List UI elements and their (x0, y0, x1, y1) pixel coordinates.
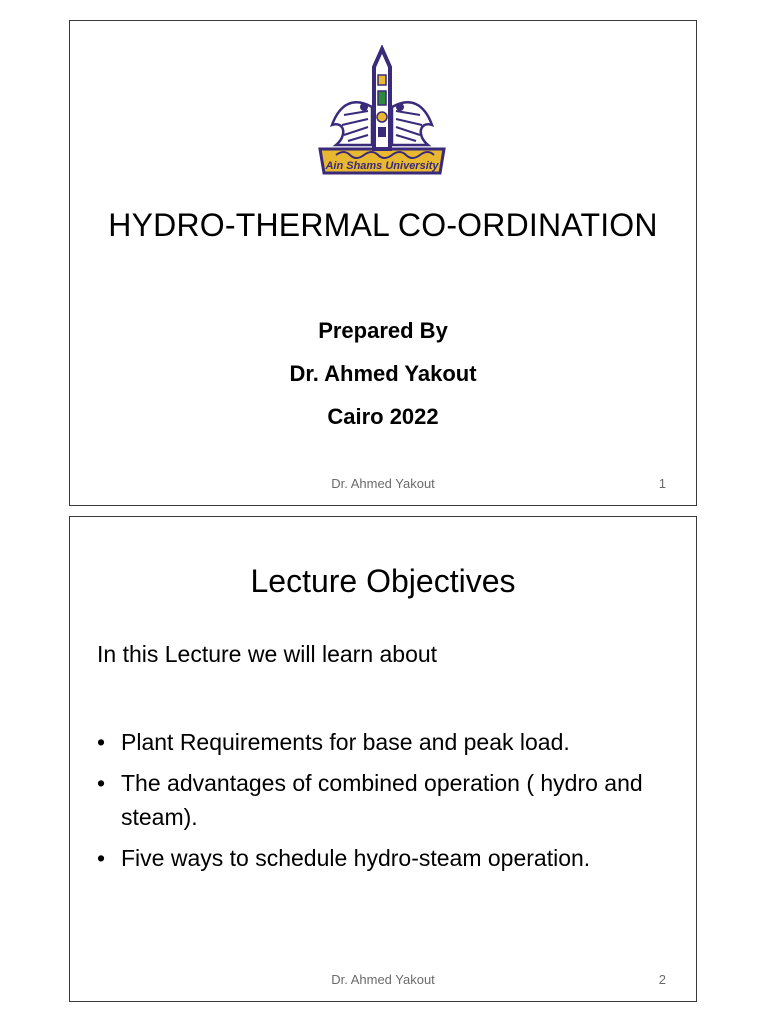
slide-footer: Dr. Ahmed Yakout (331, 476, 435, 491)
prepared-by-label: Prepared By (318, 318, 448, 343)
slide-footer: Dr. Ahmed Yakout (331, 972, 435, 987)
bullet-text: Plant Requirements for base and peak load. (121, 729, 570, 755)
bullet-text: The advantages of combined operation ( hydro and steam). (121, 770, 643, 830)
list-item (97, 725, 677, 759)
slide-1 (69, 20, 697, 506)
place-year: Cairo 2022 (327, 404, 439, 429)
page-number: 1 (658, 476, 666, 491)
bullet-icon: • (97, 770, 106, 796)
objectives-list (97, 725, 677, 882)
intro-text: In this Lecture we will learn about (97, 641, 438, 667)
bullet-icon: • (97, 845, 106, 871)
author-block (70, 309, 696, 438)
list-item (97, 766, 677, 834)
author-name: Dr. Ahmed Yakout (289, 361, 477, 386)
slide-title: Lecture Objectives (250, 563, 516, 599)
bullet-icon: • (97, 729, 106, 755)
logo-caption: Ain Shams University (325, 160, 439, 172)
slide-2 (69, 516, 697, 1002)
list-item (97, 841, 677, 875)
presentation-title: HYDRO-THERMAL CO-ORDINATION (108, 207, 658, 243)
university-logo (314, 45, 450, 177)
page-number: 2 (658, 972, 666, 987)
bullet-text: Five ways to schedule hydro-steam operation. (121, 845, 591, 871)
